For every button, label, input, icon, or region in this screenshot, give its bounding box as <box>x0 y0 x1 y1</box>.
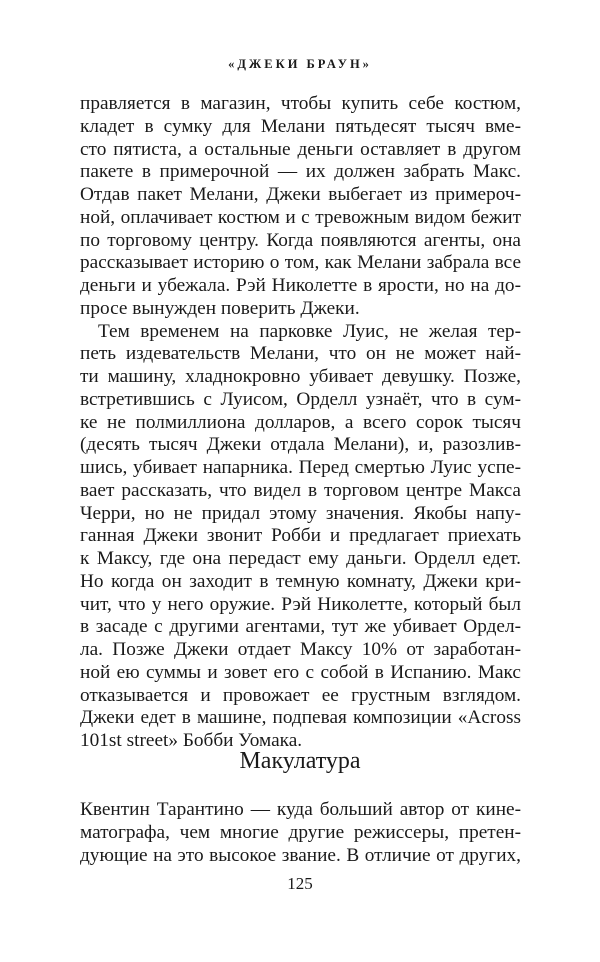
text-line: вает рассказать, что видел в торговом центре Макса <box>80 479 521 501</box>
text-line: матографа, чем многие другие режиссеры, претен- <box>80 821 521 843</box>
paragraph <box>80 799 521 867</box>
text-line: правляется в магазин, чтобы купить себе костюм, <box>80 93 521 114</box>
text-line: ти машину, хладнокровно убивает девушку. Позже, <box>80 366 521 387</box>
text-line: кладет в сумку для Мелани пятьдесят тысяч вме- <box>80 115 521 137</box>
text-line: пакете в примерочной — их должен забрать Макс. <box>80 161 521 183</box>
text-line: встретившись с Луисом, Орделл узнаёт, что в сум- <box>80 388 521 410</box>
text-line: Джеки едет в машине, подпевая композиции «Across <box>80 707 521 729</box>
running-head: «ДЖЕКИ БРАУН» <box>228 57 372 71</box>
text-line: ла. Позже Джеки отдает Максу 10% от заработан- <box>80 639 521 660</box>
text-line: чит, что у него оружие. Рэй Николетте, который был <box>80 593 521 615</box>
text-line: Квентин Тарантино — куда больший автор от кине- <box>80 799 521 820</box>
text-line: (десять тысяч Джеки отдала Мелани), и, разозлив- <box>80 434 521 456</box>
text-line: Но когда он заходит в темную комнату, Джеки кри- <box>80 570 521 592</box>
text-line: ке не полмиллиона долларов, а всего сорок тысяч <box>80 411 521 433</box>
text-line: Черри, но не придал этому значения. Якобы напу- <box>80 502 521 524</box>
text-line: шись, убивает напарника. Перед смертью Луис успе- <box>80 457 521 478</box>
page-number: 125 <box>287 874 313 893</box>
body-text-before-heading <box>80 93 521 753</box>
text-line: к Максу, где она передаст ему даньги. Орделл едет. <box>80 548 521 569</box>
section-heading: Макулатура <box>239 748 361 774</box>
text-line: рассказывает историю о том, как Мелани забрала все <box>80 252 521 274</box>
text-line: деньги и убежала. Рэй Николетте в ярости, но на до- <box>80 275 521 296</box>
text-line: ной, оплачивает костюм и с тревожным видом бежит <box>80 206 521 228</box>
text-line: отказывается и провожает ее грустным взглядом. <box>80 684 521 706</box>
text-line: дующие на это высокое звание. В отличие от других, <box>80 844 521 866</box>
text-line: ганная Джеки звонит Робби и предлагает приехать <box>80 525 521 547</box>
text-line: 101st street» Бобби Уомака. <box>80 730 303 751</box>
text-line: сто пятиста, а остальные деньги оставляет в другом <box>80 138 521 160</box>
paragraph <box>80 321 521 753</box>
text-line: Тем временем на парковке Луис, не желая тер- <box>98 320 521 342</box>
text-line: петь издевательств Мелани, что он не может най- <box>80 343 521 365</box>
paragraph <box>80 93 521 321</box>
text-line: Отдав пакет Мелани, Джеки выбегает из примероч- <box>80 184 521 205</box>
text-line: по торговому центру. Когда появляются агенты, она <box>80 229 521 251</box>
body-text-after-heading <box>80 799 521 867</box>
text-line: просе вынужден поверить Джеки. <box>80 297 360 319</box>
text-line: в засаде с другими агентами, тут же убивает Ордел- <box>80 616 521 638</box>
text-line: ной ею суммы и зовет его с собой в Испанию. Макс <box>80 661 521 683</box>
